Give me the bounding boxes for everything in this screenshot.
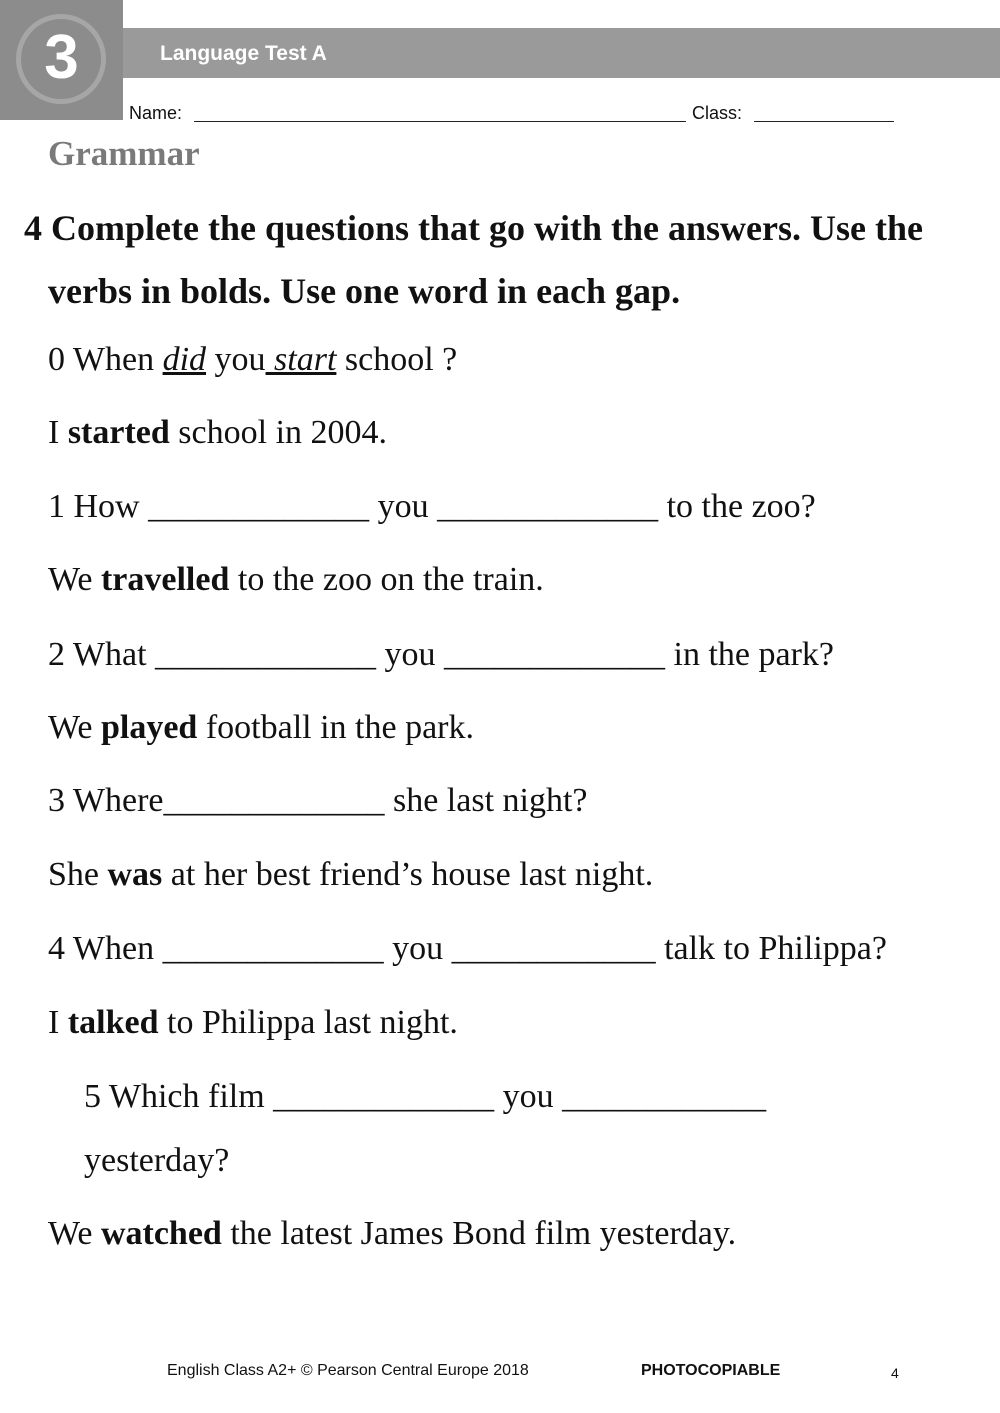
answer-3	[48, 854, 653, 896]
question-4[interactable]: 4 When _____________ you ____________ talk to Philippa?	[48, 930, 887, 967]
class-field[interactable]	[754, 121, 894, 122]
test-title: Language Test A	[160, 42, 327, 65]
question-2[interactable]: 2 What _____________ you _____________ in the park?	[48, 636, 835, 673]
example-answer-word-1: did	[162, 341, 207, 378]
answer-4-post: to Philippa last night.	[158, 1004, 458, 1041]
instruction-line-1: 4 Complete the questions that go with the answers. Use the	[24, 208, 923, 248]
example-question-mid: you	[206, 341, 266, 378]
example-question-pre: 0 When	[48, 341, 163, 378]
question-3[interactable]: 3 Where_____________ she last night?	[48, 782, 588, 819]
answer-2-post: football in the park.	[197, 709, 474, 746]
footer-photocopiable: PHOTOCOPIABLE	[641, 1362, 781, 1379]
question-5[interactable]: 5 Which film _____________ you ____________	[84, 1078, 767, 1115]
answer-5-pre: We	[48, 1215, 101, 1252]
example-answer-pre: I	[48, 414, 68, 451]
answer-5-post: the latest James Bond film yesterday.	[221, 1215, 737, 1252]
example-answer-verb: started	[67, 414, 170, 451]
answer-1-pre: We	[48, 561, 101, 598]
example-question-post: school ?	[336, 341, 458, 378]
answer-2-pre: We	[48, 709, 101, 746]
page-number: 4	[891, 1365, 899, 1381]
question-5-continued: yesterday?	[84, 1142, 230, 1179]
answer-2-verb: played	[100, 709, 198, 746]
question-1[interactable]: 1 How _____________ you _____________ to the zoo?	[48, 488, 816, 525]
name-label: Name:	[129, 103, 183, 123]
answer-4-verb: talked	[67, 1004, 159, 1041]
section-title: Grammar	[48, 134, 200, 173]
instruction-line-2: verbs in bolds. Use one word in each gap.	[48, 271, 681, 311]
example-answer-post: school in 2004.	[169, 414, 388, 451]
answer-3-pre: She	[48, 856, 108, 893]
answer-1-verb: travelled	[100, 561, 230, 598]
footer-copyright: English Class A2+ © Pearson Central Europe 2018	[167, 1362, 529, 1379]
example-question	[48, 339, 457, 381]
name-field[interactable]	[194, 121, 686, 122]
answer-3-post: at her best friend’s house last night.	[162, 856, 654, 893]
class-label: Class:	[692, 103, 743, 123]
answer-2	[48, 707, 474, 749]
answer-1-post: to the zoo on the train.	[229, 561, 544, 598]
answer-1	[48, 559, 544, 601]
unit-number: 3	[44, 23, 79, 92]
answer-5	[48, 1213, 736, 1255]
answer-3-verb: was	[107, 856, 163, 893]
answer-4-pre: I	[48, 1004, 68, 1041]
example-answer	[48, 412, 387, 454]
answer-5-verb: watched	[100, 1215, 222, 1252]
example-answer-word-2: start	[265, 341, 337, 378]
answer-4	[48, 1002, 458, 1044]
